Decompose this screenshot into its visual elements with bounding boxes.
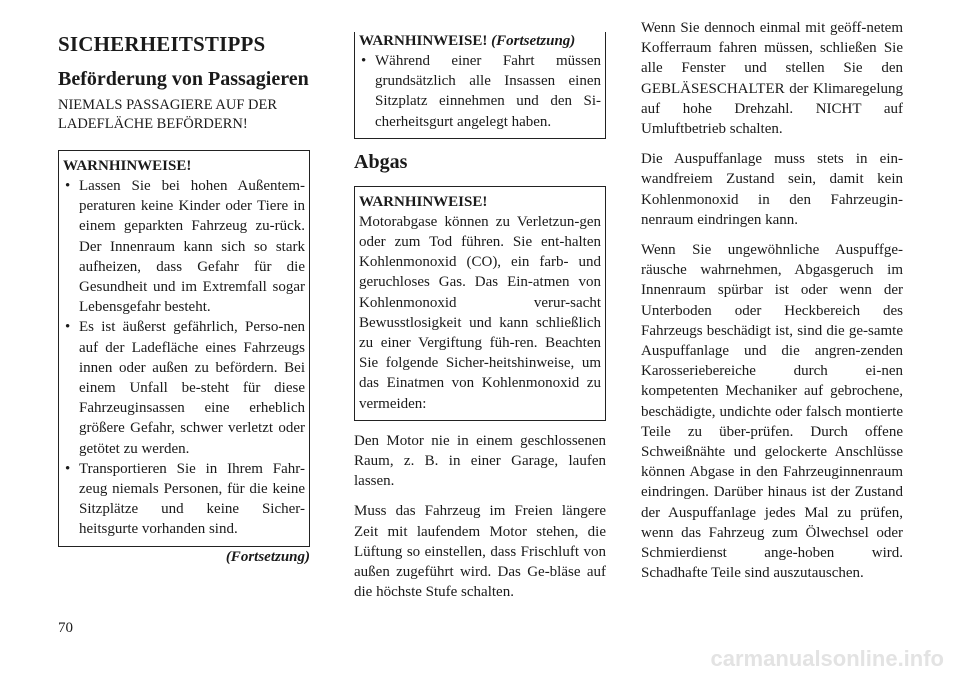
warning-list xyxy=(63,176,305,540)
warning-item: • Lassen Sie bei hohen Außentem-peraturen keine Kinder oder Tiere in einem geparkten Fahrzeug zu-rück. Der Innenraum kann sich so stark aufheizen, dass Gefahr für die Gesundheit und im Extremfall sogar Lebensgefahr besteht. xyxy=(63,176,305,317)
body-paragraph: Wenn Sie ungewöhnliche Auspuffge-räusche wahrnehmen, Abgasgeruch im Innenraum spürbar ist oder wenn der Unterboden oder Heckbereich des Fahrzeugs beschädigt ist, sind die ge-samte Auspuffanlage und die angren-zenden Karosseriebereiche durch ei-nen kompetenten Mechaniker auf gebrochene, beschädigte, undichte oder falsch montierte Teile zu über-prüfen. Durch offene Schweißnähte und gelockerte Anschlüsse können Abgase in den Fahrzeuginnenraum eindringen. Darüber hinaus ist der Zustand der Auspuffanlage jedes Mal zu prüfen, wenn das Fahrzeug zum Ölwechsel oder Schmierdienst ange-hoben wird. Schadhafte Teile sind auszutauschen. xyxy=(641,242,903,582)
warning-list xyxy=(359,51,601,132)
warning-title: WARNHINWEISE! xyxy=(63,158,192,174)
body-paragraph: Wenn Sie dennoch einmal mit geöff-netem Kofferraum fahren müssen, schließen Sie alle Fenster und stellen Sie den GEBLÄSESCHALTER der Klimaregelung auf hohe Drehzahl. NICHT auf Umluftbetrieb schalten. xyxy=(641,20,903,138)
warning-title: WARNHINWEISE! xyxy=(359,33,488,49)
body-paragraph: Den Motor nie in einem geschlossenen Raum, z. B. in einer Garage, laufen lassen. xyxy=(354,432,606,490)
passengers-heading: Beförderung von Passagieren xyxy=(58,68,309,90)
body-paragraph: Muss das Fahrzeug im Freien längere Zeit mit laufendem Motor stehen, die Lüftung so einstellen, dass Frischluft von außen zugeführt wird. Das Ge-bläse auf die höchste Stufe schalten. xyxy=(354,503,606,601)
warning-item: • Transportieren Sie in Ihrem Fahr-zeug niemals Personen, für die keine Sitzplätze und keine Sicher-heitsgurte vorhanden sind. xyxy=(63,459,305,540)
warning-box-exhaust xyxy=(354,186,606,421)
continued-label: (Fortsetzung) xyxy=(225,548,310,565)
page-number: 70 xyxy=(58,620,73,636)
warning-text: Motorabgase können zu Verletzun-gen oder zum Tod führen. Sie ent-halten Kohlenmonoxid (CO), ein farb- und geruchloses Gas. Das Ein-atmen von Kohlenmonoxid verur-sacht Bewusstlosigkeit und kann schließlich zu einer Vergiftung füh-ren. Beachten Sie folgende Sicher-heitshinweise, um das Einatmen von Kohlenmonoxid zu vermeiden: xyxy=(359,213,601,412)
column-right xyxy=(641,18,903,583)
warning-title: WARNHINWEISE! xyxy=(359,193,488,210)
exhaust-heading: Abgas xyxy=(354,150,408,173)
warning-box-passengers xyxy=(58,150,310,547)
warning-item: • Während einer Fahrt müssen grundsätzlich alle Insassen einen Sitzplatz einnehmen und den Si-cherheitsgurt angelegt haben. xyxy=(359,51,601,132)
column-left xyxy=(58,32,310,566)
watermark: carmanualsonline.info xyxy=(710,646,944,671)
column-middle xyxy=(354,32,606,602)
section-title: SICHERHEITSTIPPS xyxy=(58,32,266,56)
warning-title-continued xyxy=(359,32,601,51)
warning-item: • Es ist äußerst gefährlich, Perso-nen auf der Ladefläche eines Fahrzeugs innen oder außen zu befördern. Bei einem Unfall be-steht für diese Fahrzeuginsassen eine erheblich größere Gefahr, schwer verletzt oder getötet zu werden. xyxy=(63,317,305,458)
body-paragraph: Die Auspuffanlage muss stets in ein-wandfreiem Zustand sein, damit kein Kohlenmonoxid in den Fahrzeugin-nenraum eindringen kann. xyxy=(641,151,903,228)
warning-continued-label: (Fortsetzung) xyxy=(491,33,576,49)
warning-box-continued xyxy=(354,32,606,139)
passengers-intro: NIEMALS PASSAGIERE AUF DER LADEFLÄCHE BEFÖRDERN! xyxy=(58,97,278,132)
